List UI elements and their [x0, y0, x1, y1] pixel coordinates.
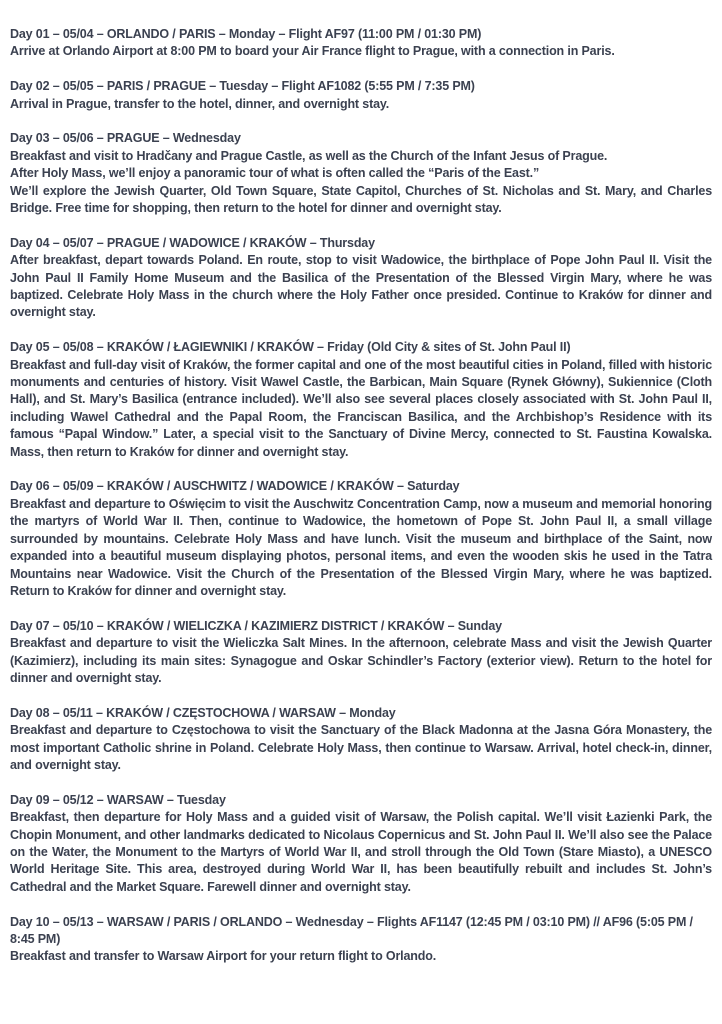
day-block-05: [10, 339, 712, 461]
day-header: Day 04 – 05/07 – PRAGUE / WADOWICE / KRAKÓW – Thursday: [10, 235, 375, 250]
day-paragraph: Arrive at Orlando Airport at 8:00 PM to board your Air France flight to Prague, with a connection in Paris.: [10, 44, 615, 59]
day-block-06: [10, 478, 712, 600]
day-header: Day 06 – 05/09 – KRAKÓW / AUSCHWITZ / WADOWICE / KRAKÓW – Saturday: [10, 479, 460, 494]
day-block-02: [10, 78, 712, 113]
day-paragraph: Breakfast and transfer to Warsaw Airport for your return flight to Orlando.: [10, 949, 437, 964]
day-block-01: [10, 26, 712, 61]
day-header: Day 05 – 05/08 – KRAKÓW / ŁAGIEWNIKI / KRAKÓW – Friday (Old City & sites of St. John Paul II): [10, 340, 571, 355]
day-body: [10, 96, 712, 113]
day-paragraph: After Holy Mass, we’ll enjoy a panoramic tour of what is often called the “Paris of the East.”: [10, 166, 540, 181]
day-header: Day 03 – 05/06 – PRAGUE – Wednesday: [10, 131, 241, 146]
day-paragraph: Breakfast and departure to Częstochowa to visit the Sanctuary of the Black Madonna at the Jasna Góra Monastery, the most important Catholic shrine in Poland. Celebrate Holy Mass, then continue to Warsaw. Arrival, hotel check-in, dinner, and overnight stay.: [10, 723, 712, 772]
day-body: [10, 635, 712, 687]
day-header: Day 08 – 05/11 – KRAKÓW / CZĘSTOCHOWA / WARSAW – Monday: [10, 705, 396, 720]
day-paragraph: We’ll explore the Jewish Quarter, Old Town Square, State Capitol, Churches of St. Nicholas and St. Mary, and Charles Bridge. Free time for shopping, then return to the hotel for dinner and overnight stay.: [10, 183, 712, 216]
day-body: [10, 722, 712, 774]
day-paragraph: Breakfast and departure to Oświęcim to visit the Auschwitz Concentration Camp, now a museum and memorial honoring the martyrs of World War II. Then, continue to Wadowice, the hometown of Pope St. John Paul II, a small village surrounded by mountains. Celebrate Holy Mass and have lunch. Visit the museum and birthplace of the Saint, now expanded into a beautiful museum displaying photos, personal items, and even the wooden skis he used in the Tatra Mountains near Wadowice. Visit the Church of the Presentation of the Blessed Virgin Mary, where he was baptized. Return to Kraków for dinner and overnight stay.: [10, 496, 712, 598]
day-paragraph: Arrival in Prague, transfer to the hotel, dinner, and overnight stay.: [10, 96, 390, 111]
day-block-10: [10, 914, 712, 966]
day-body: [10, 948, 712, 965]
day-paragraph: After breakfast, depart towards Poland. En route, stop to visit Wadowice, the birthplace of Pope John Paul II. Visit the John Paul II Family Home Museum and the Basilica of the Presentation of the Blessed Virgin Mary, where he was baptized. Celebrate Holy Mass in the church where the Holy Father once presided. Continue to Kraków for dinner and overnight stay.: [10, 253, 712, 320]
day-body: [10, 148, 712, 218]
day-header: Day 09 – 05/12 – WARSAW – Tuesday: [10, 792, 226, 807]
day-header: Day 07 – 05/10 – KRAKÓW / WIELICZKA / KAZIMIERZ DISTRICT / KRAKÓW – Sunday: [10, 618, 502, 633]
day-block-07: [10, 618, 712, 688]
day-paragraph: Breakfast and visit to Hradčany and Prague Castle, as well as the Church of the Infant Jesus of Prague.: [10, 148, 608, 163]
day-body: [10, 252, 712, 322]
day-block-08: [10, 705, 712, 775]
day-block-03: [10, 130, 712, 217]
day-paragraph: Breakfast and departure to visit the Wieliczka Salt Mines. In the afternoon, celebrate Mass and visit the Jewish Quarter (Kazimierz), including its main sites: Synagogue and Oskar Schindler’s Factory (exterior view). Return to the hotel for dinner and overnight stay.: [10, 636, 712, 685]
day-header: Day 01 – 05/04 – ORLANDO / PARIS – Monday – Flight AF97 (11:00 PM / 01:30 PM): [10, 27, 482, 41]
day-body: [10, 43, 712, 60]
day-body: [10, 357, 712, 461]
day-body: [10, 496, 712, 600]
day-header: Day 02 – 05/05 – PARIS / PRAGUE – Tuesday – Flight AF1082 (5:55 PM / 7:35 PM): [10, 79, 475, 94]
day-body: [10, 809, 712, 896]
day-block-09: [10, 792, 712, 896]
day-paragraph: Breakfast and full-day visit of Kraków, the former capital and one of the most beautiful cities in Poland, filled with historic monuments and centuries of history. Visit Wawel Castle, the Barbican, Main Square (Rynek Główny), Sukiennice (Cloth Hall), and St. Mary’s Basilica (entrance included). We’ll also see several places closely associated with St. John Paul II, including Wawel Cathedral and the Papal Room, the Franciscan Basilica, and the Archbishop’s Residence with its famous “Papal Window.” Later, a special visit to the Sanctuary of Divine Mercy, connected to St. Faustina Kowalska. Mass, then return to Kraków for dinner and overnight stay.: [10, 357, 712, 459]
day-paragraph: Breakfast, then departure for Holy Mass and a guided visit of Warsaw, the Polish capital. We’ll visit Łazienki Park, the Chopin Monument, and other landmarks dedicated to Nicolaus Copernicus and St. John Paul II. We’ll also see the Palace on the Water, the Monument to the Martyrs of World War II, and stroll through the Old Town (Stare Miasto), a UNESCO World Heritage Site. This area, destroyed during World War II, has been beautifully rebuilt and includes St. John’s Cathedral and the Market Square. Farewell dinner and overnight stay.: [10, 810, 712, 894]
day-block-04: [10, 235, 712, 322]
day-header: Day 10 – 05/13 – WARSAW / PARIS / ORLANDO – Wednesday – Flights AF1147 (12:45 PM / 03:10 PM) // AF96 (5:05 PM / 8:45 PM): [10, 914, 693, 946]
